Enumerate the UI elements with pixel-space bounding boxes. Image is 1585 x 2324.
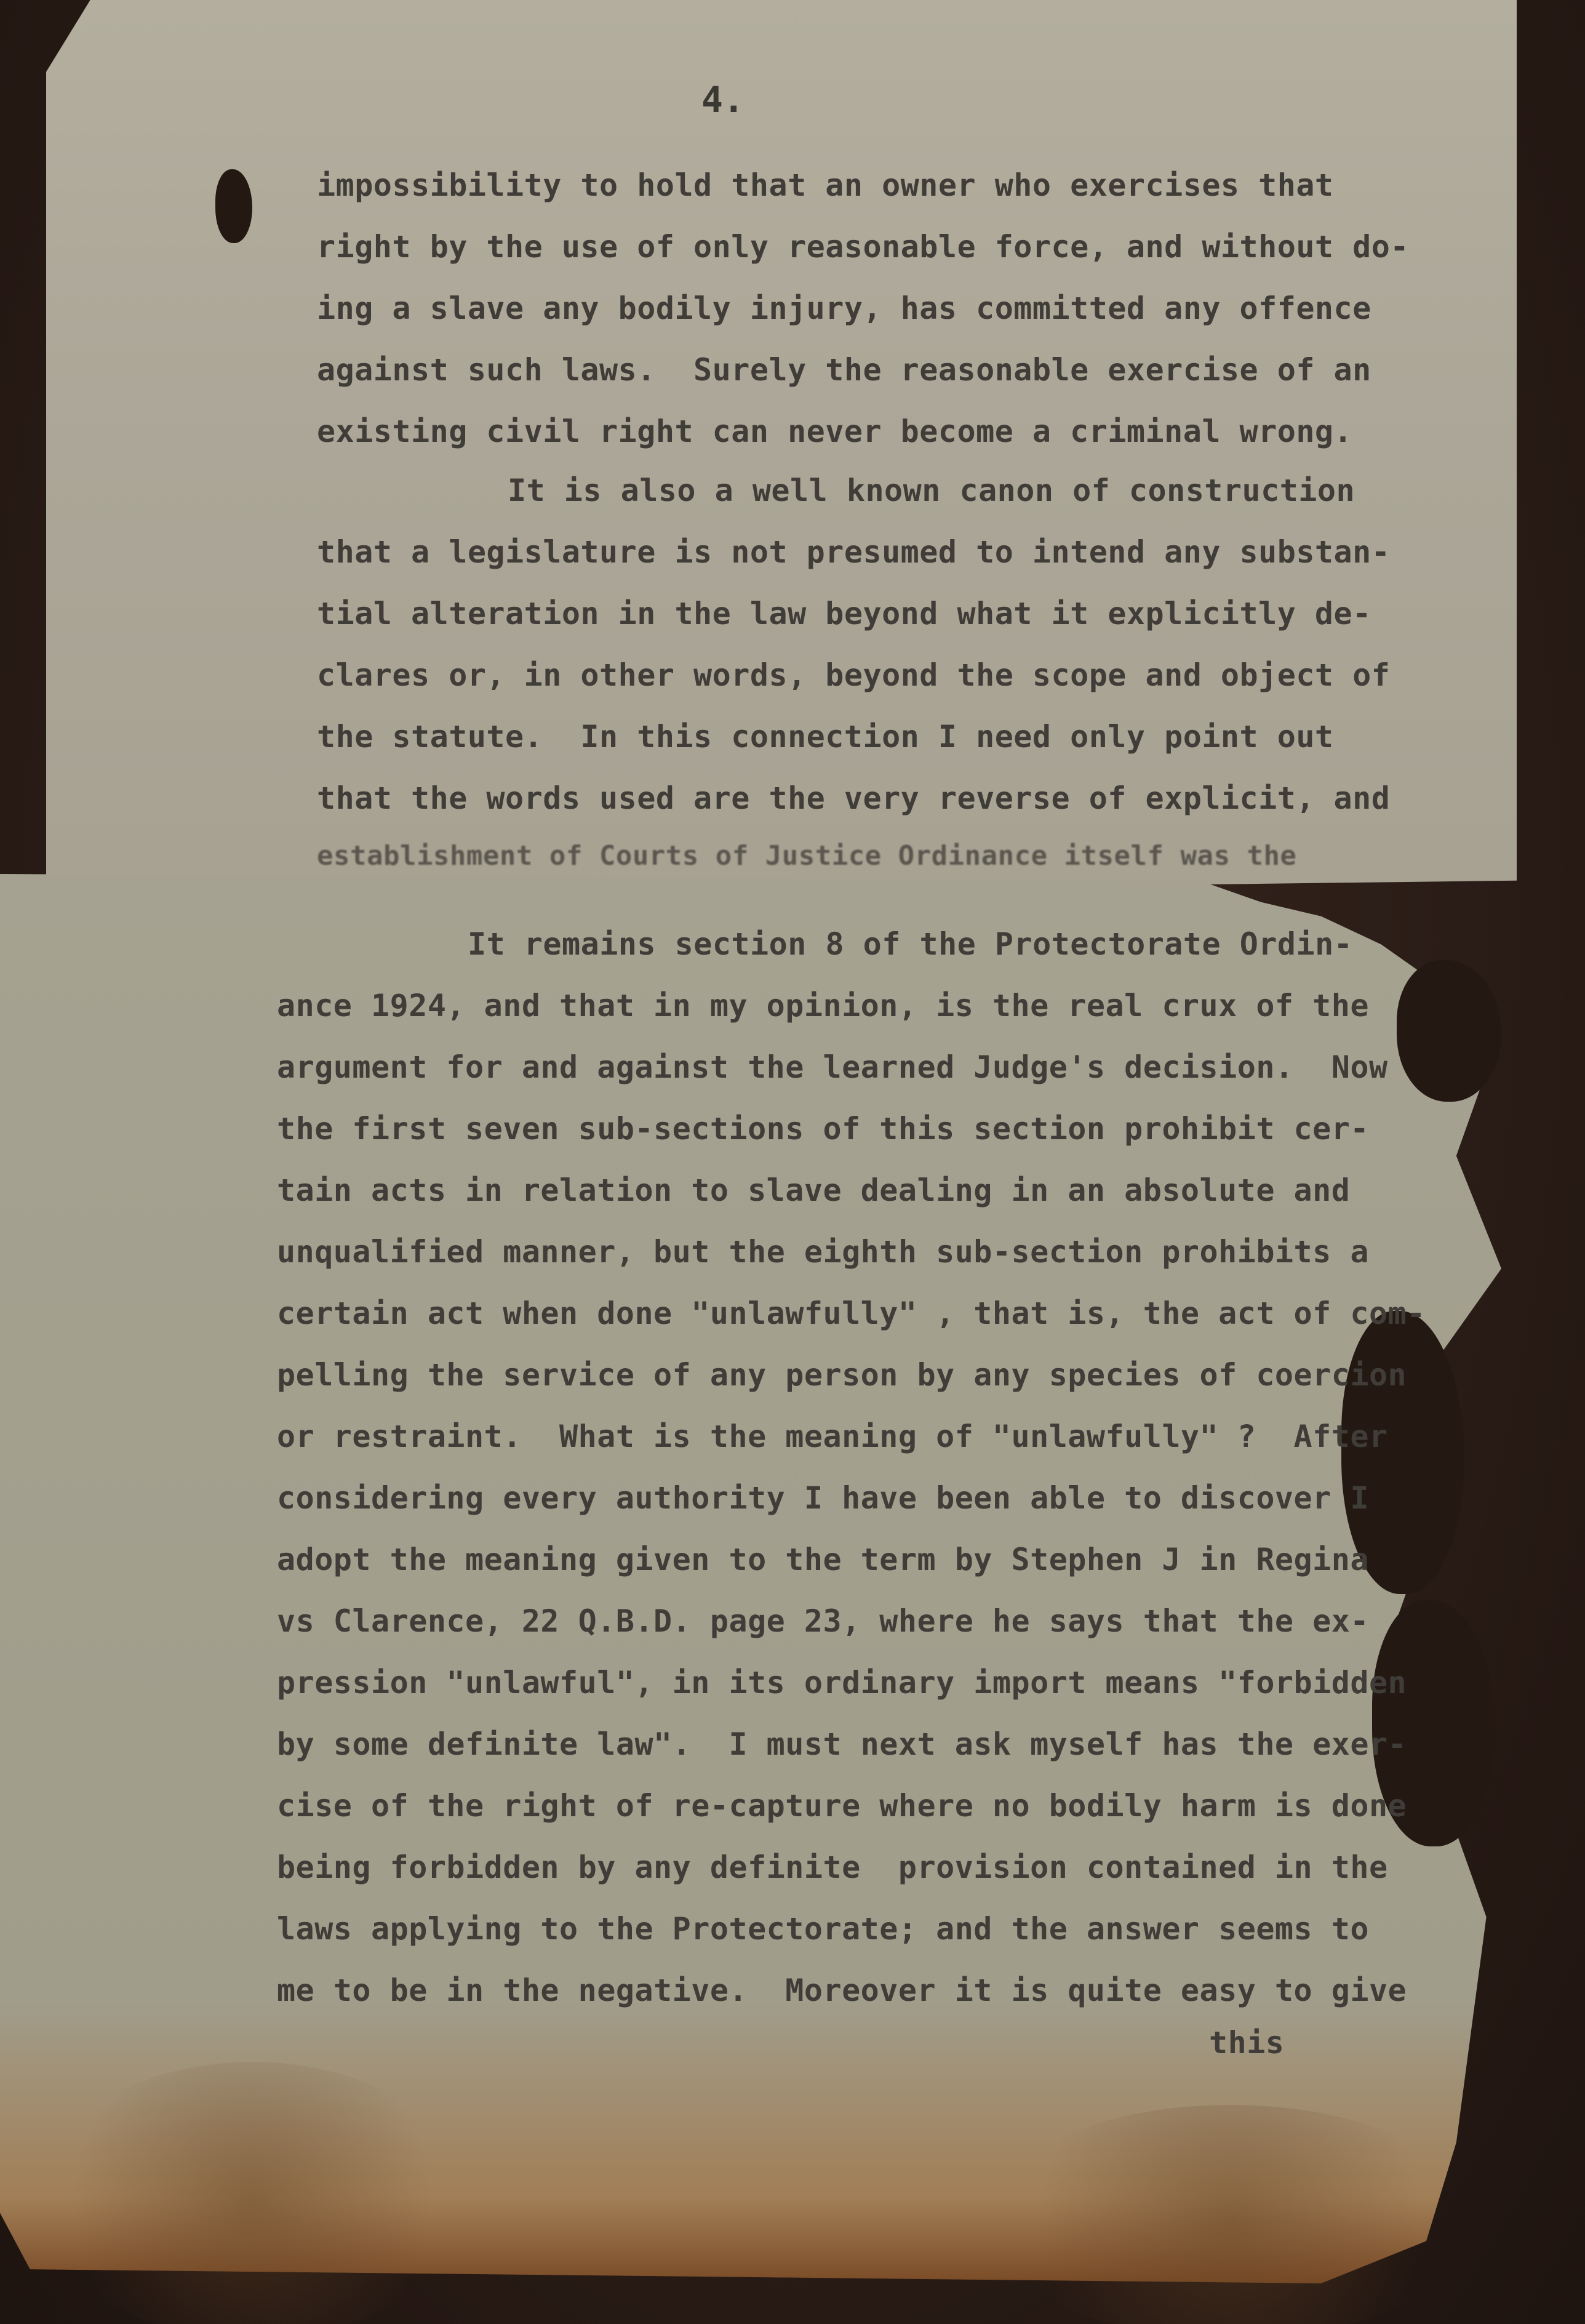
text-line: that a legislature is not presumed to intend any substan- (317, 534, 1391, 570)
text-line: vs Clarence, 22 Q.B.D. page 23, where he says that the ex- (277, 1603, 1369, 1639)
text-line: pression "unlawful", in its ordinary import means "forbidden (277, 1665, 1407, 1701)
text-line: tial alteration in the law beyond what it explicitly de- (317, 596, 1371, 631)
text-line: It remains section 8 of the Protectorate Ordin- (468, 926, 1353, 962)
page-number: 4. (701, 79, 745, 121)
paper-hole (1397, 960, 1501, 1102)
text-line: against such laws. Surely the reasonable exercise of an (317, 352, 1371, 388)
text-line: right by the use of only reasonable force, and without do- (317, 229, 1409, 265)
text-line: clares or, in other words, beyond the scope and object of (317, 657, 1391, 693)
catchword: this (1209, 2025, 1285, 2061)
text-line: the statute. In this connection I need only point out (317, 719, 1334, 755)
water-stain (37, 2062, 468, 2324)
text-line: or restraint. What is the meaning of "unlawfully" ? After (277, 1419, 1388, 1454)
text-line: that the words used are the very reverse of explicit, and (317, 780, 1391, 816)
first-sheet (46, 0, 1517, 899)
text-line: cise of the right of re-capture where no bodily harm is done (277, 1788, 1407, 1824)
text-line: the first seven sub-sections of this section prohibit cer- (277, 1111, 1369, 1147)
text-line: impossibility to hold that an owner who exercises that (317, 167, 1334, 203)
text-line: ing a slave any bodily injury, has committed any offence (317, 290, 1371, 326)
text-line: tain acts in relation to slave dealing in an absolute and (277, 1172, 1351, 1208)
text-line: existing civil right can never become a criminal wrong. (317, 414, 1353, 449)
text-line: It is also a well known canon of construction (508, 473, 1355, 508)
text-line: pelling the service of any person by any species of coercion (277, 1357, 1407, 1393)
text-line: laws applying to the Protectorate; and the answer seems to (277, 1911, 1369, 1947)
text-line: adopt the meaning given to the term by Stephen J in Regina (277, 1542, 1369, 1577)
text-line: by some definite law". I must next ask myself has the exer- (277, 1726, 1407, 1762)
text-line: ance 1924, and that in my opinion, is the real crux of the (277, 988, 1369, 1024)
text-line: argument for and against the learned Judge's decision. Now (277, 1049, 1388, 1085)
water-stain (984, 2105, 1477, 2324)
text-line: being forbidden by any definite provision contained in the (277, 1849, 1388, 1885)
paper-hole (215, 169, 252, 243)
text-line: certain act when done "unlawfully" , that is, the act of com- (277, 1296, 1426, 1331)
text-line: unqualified manner, but the eighth sub-section prohibits a (277, 1234, 1369, 1270)
torn-text-line: establishment of Courts of Justice Ordinance itself was the (317, 840, 1297, 872)
text-line: considering every authority I have been able to discover I (277, 1480, 1369, 1516)
text-line: me to be in the negative. Moreover it is quite easy to give (277, 1973, 1407, 2008)
